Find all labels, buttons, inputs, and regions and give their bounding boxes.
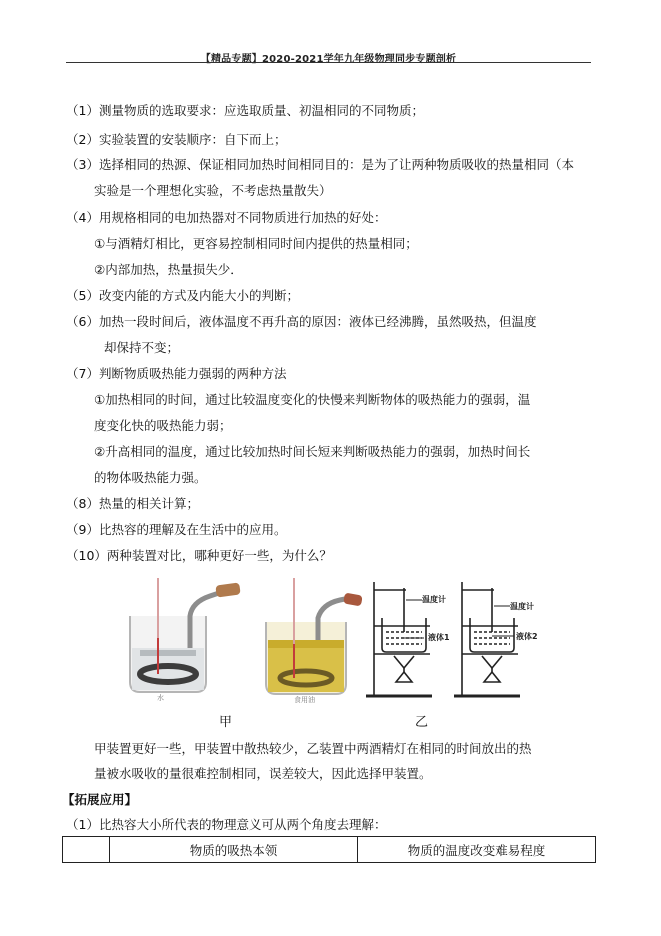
list-item: （7）判断物质吸热能力强弱的两种方法 (66, 366, 287, 381)
list-item: 实验是一个理想化实验，不考虑热量散失） (94, 183, 332, 198)
thermometer-label-2: 温度计 (510, 602, 534, 611)
list-item: ①加热相同的时间，通过比较温度变化的快慢来判断物体的吸热能力的强弱，温 (94, 392, 531, 407)
list-item: ②升高相同的温度，通过比较加热时间长短来判断吸热能力的强弱，加热时间长 (94, 444, 531, 459)
list-item: （1）测量物质的选取要求：应选取质量、初温相同的不同物质； (66, 103, 424, 118)
list-item: 却保持不变； (104, 340, 180, 355)
list-item: （5）改变内能的方式及内能大小的判断； (66, 288, 299, 303)
figure-caption-jia: 甲 (219, 715, 233, 730)
beaker-water-label: 水 (157, 694, 164, 702)
list-item: 的物体吸热能力强。 (94, 470, 207, 485)
list-item: （9）比热容的理解及在生活中的应用。 (66, 522, 287, 537)
list-item: 度变化快的吸热能力弱； (94, 418, 232, 433)
section-title: 【拓展应用】 (62, 792, 138, 807)
comparison-table (62, 836, 596, 863)
liquid-2-label: 液体2 (516, 632, 538, 641)
liquid-1-label: 液体1 (428, 633, 450, 642)
list-item: ①与酒精灯相比，更容易控制相同时间内提供的热量相同； (94, 236, 418, 251)
header-title: 【精品专题】2020-2021学年九年级物理同步专题剖析 (200, 54, 457, 65)
apparatus-diagram-yi (364, 578, 556, 704)
answer-line: 甲装置更好一些，甲装置中散热较少，乙装置中两酒精灯在相同的时间放出的热 (94, 741, 532, 756)
extension-text: （1）比热容大小所代表的物理意义可从两个角度去理解： (66, 817, 387, 832)
list-item: （6）加热一段时间后，液体温度不再升高的原因：液体已经沸腾，虽然吸热，但温度 (66, 314, 537, 329)
table-cell (63, 837, 110, 863)
list-item: （3）选择相同的热源、保证相同加热时间相同目的：是为了让两种物质吸收的热量相同（本 (66, 157, 574, 172)
table-cell: 物质的吸热本领 (110, 837, 358, 863)
beaker-oil-label: 食用油 (294, 696, 315, 704)
header-divider (66, 62, 591, 63)
list-item: （2）实验装置的安装顺序：自下而上； (66, 132, 287, 147)
beaker-water (130, 578, 241, 692)
list-item: ②内部加热，热量损失少． (94, 262, 243, 277)
beaker-oil (266, 578, 363, 694)
list-item: （8）热量的相关计算； (66, 496, 199, 511)
table-cell: 物质的温度改变难易程度 (358, 837, 596, 863)
figure-caption-yi: 乙 (415, 715, 429, 730)
list-item: （10）两种装置对比，哪种更好一些，为什么？ (66, 548, 332, 563)
stand-2 (454, 582, 520, 696)
thermometer-label-1: 温度计 (422, 595, 446, 604)
apparatus-photo-jia (118, 578, 363, 708)
answer-line: 量被水吸收的量很难控制相同，误差较大，因此选择甲装置。 (94, 766, 432, 781)
list-item: （4）用规格相同的电加热器对不同物质进行加热的好处： (66, 210, 387, 225)
table-row (63, 837, 596, 863)
